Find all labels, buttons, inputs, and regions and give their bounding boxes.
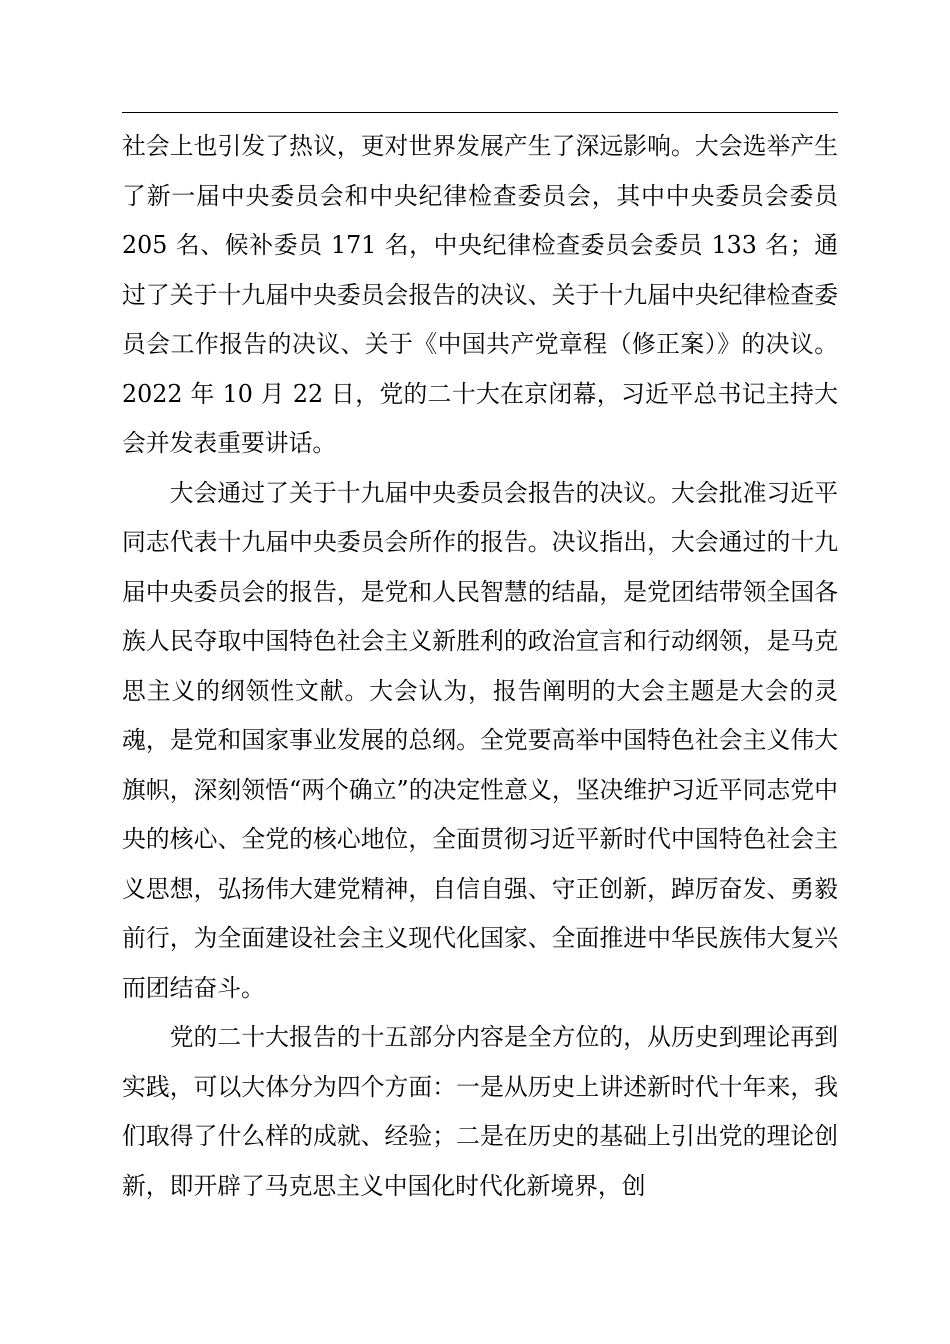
document-body <box>122 122 838 1211</box>
paragraph-resolution: 大会通过了关于十九届中央委员会报告的决议。大会批准习近平同志代表十九届中央委员会所作的报告。决议指出，大会通过的十九届中央委员会的报告，是党和人民智慧的结晶，是党团结带领全国各族人民夺取中国特色社会主义新胜利的政治宣言和行动纲领，是马克思主义的纲领性文献。大会认为，报告阐明的大会主题是大会的灵魂，是党和国家事业发展的总纲。全党要高举中国特色社会主义伟大旗帜，深刻领悟“两个确立”的决定性意义，坚决维护习近平同志党中央的核心、全党的核心地位，全面贯彻习近平新时代中国特色社会主义思想，弘扬伟大建党精神，自信自强、守正创新，踔厉奋发、勇毅前行，为全面建设社会主义现代化国家、全面推进中华民族伟大复兴而团结奋斗。 <box>122 478 838 1002</box>
paragraph-report-content: 党的二十大报告的十五部分内容是全方位的，从历史到理论再到实践，可以大体分为四个方面：一是从历史上讲述新时代十年来，我们取得了什么样的成就、经验；二是在历史的基础上引出党的理论创新，即开辟了马克思主义中国化时代化新境界，创 <box>122 1023 838 1200</box>
paragraph-continuation: 社会上也引发了热议，更对世界发展产生了深远影响。大会选举产生了新一届中央委员会和中央纪律检查委员会，其中中央委员会委员 205 名、候补委员 171 名，中央纪律检查委员会委员 133 名；通过了关于十九届中央委员会报告的决议、关于十九届中央纪律检查委员会工作报告的决议、关于《中国共产党章程（修正案）》的决议。2022 年 10 月 22 日，党的二十大在京闭幕，习近平总书记主持大会并发表重要讲话。 <box>122 132 838 457</box>
header-rule <box>122 112 838 113</box>
